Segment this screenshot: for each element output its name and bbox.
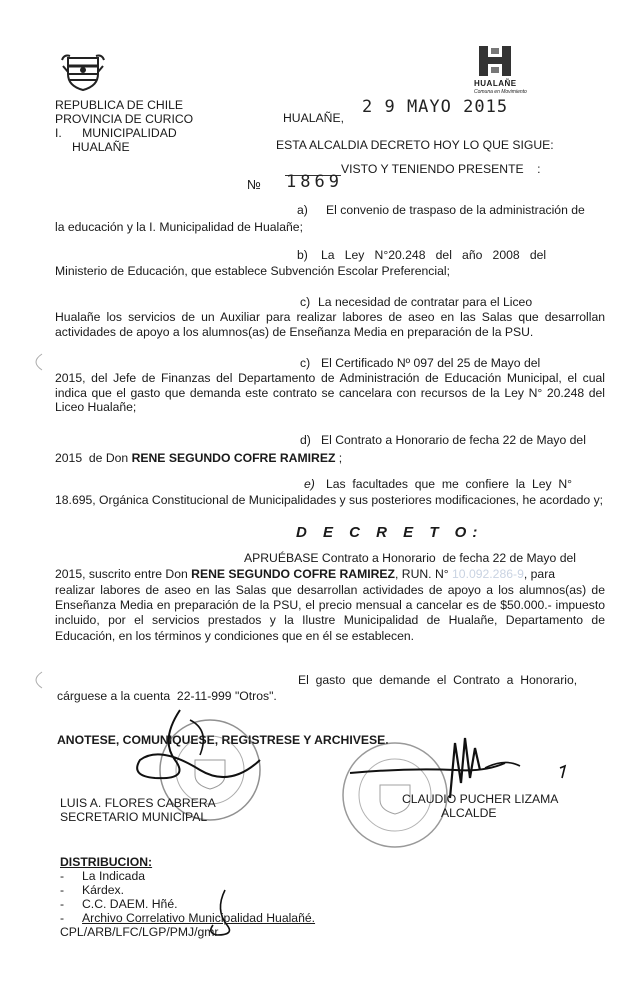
item-c2-body: 2015, del Jefe de Finanzas del Departamento de Administración de Educación Municipal, el cual indica que el gasto que demanda este contrato se cancelara con recursos de la Ley N° 20.248 del Liceo Hualañe;: [55, 371, 605, 415]
decreto-p1-line2: 2015, suscrito entre Don RENE SEGUNDO COFRE RAMIREZ, RUN. N° 10.092.286-9, para: [55, 567, 556, 581]
logo-subtext: Comuna en Movimiento: [474, 89, 527, 95]
initials-scribble: [195, 885, 255, 940]
decree-number-label: №: [247, 177, 261, 192]
decreto-p1-body: realizar labores de aseo en las Salas que desarrollan actividades de apoyo a los alumnos(as) de Enseñanza Media en preparación de la PSU, el precio mensual a cancelar es de $50.000.- impuesto incluido, por el servicios prestados y la Ilustre Municipalidad de Hualañe, Departamento de Educación, en los términos y condiciones que en él se establecen.: [55, 583, 605, 643]
distribution-dash: -: [60, 897, 65, 911]
decreto-title: D E C R E T O:: [296, 524, 484, 541]
punch-mark: [28, 670, 44, 690]
item-e-line1: Las facultades que me confiere la Ley N°: [326, 477, 573, 491]
secretary-signature: [120, 700, 270, 800]
distribution-item: C.C. DAEM. Hñé.: [82, 897, 178, 911]
header-municipality: I. MUNICIPALIDAD: [55, 126, 177, 140]
distribution-dash: -: [60, 883, 65, 897]
secretary-name: LUIS A. FLORES CABRERA: [60, 796, 216, 810]
contractor-name: RENE SEGUNDO COFRE RAMIREZ: [131, 451, 336, 465]
header-republic: REPUBLICA DE CHILE: [55, 98, 184, 112]
item-a-line1: El convenio de traspaso de la administración de: [326, 203, 585, 217]
distribution-title: DISTRIBUCION:: [60, 855, 153, 869]
date-stamp: 2 9 MAYO 2015: [362, 97, 509, 117]
item-b-label: b): [297, 248, 308, 262]
logo-text: HUALAÑE: [474, 79, 517, 88]
run-number: 10.092.286-9: [452, 567, 524, 581]
distribution-initials: CPL/ARB/LFC/LGP/PMJ/gmr: [60, 925, 219, 939]
item-b-line1: La Ley N°20.248 del año 2008 del: [321, 248, 547, 262]
secretary-title: SECRETARIO MUNICIPAL: [60, 810, 208, 824]
item-c2-label: c): [300, 356, 311, 370]
hualane-h-logo: [476, 44, 514, 78]
decreto-p1-line1: APRUÉBASE Contrato a Honorario de fecha 22 de Mayo del: [244, 551, 576, 565]
item-d-line1: El Contrato a Honorario de fecha 22 de Mayo del: [321, 433, 586, 447]
decree-number: 1869: [286, 172, 343, 192]
coat-of-arms-logo: [60, 52, 106, 92]
place-label: HUALAÑE,: [283, 111, 344, 125]
distribution-item: La Indicada: [82, 869, 146, 883]
decreto-p2-line2: cárguese a la cuenta 22-11-999 "Otros".: [57, 689, 277, 703]
item-c1-label: c): [300, 295, 311, 309]
item-d-line2: 2015 de Don RENE SEGUNDO COFRE RAMIREZ ;: [55, 451, 343, 465]
item-e-body: 18.695, Orgánica Constitucional de Municipalidades y sus posteriores modificaciones, he acordado y;: [55, 493, 604, 507]
header-province: PROVINCIA DE CURICO: [55, 112, 194, 126]
decreto-p2-line1: El gasto que demande el Contrato a Honorario,: [298, 673, 578, 687]
item-c1-line1: La necesidad de contratar para el Liceo: [318, 295, 533, 309]
mayor-title: ALCALDE: [441, 806, 497, 820]
item-b-line2: Ministerio de Educación, que establece Subvención Escolar Preferencial;: [55, 264, 450, 278]
punch-mark: [28, 352, 44, 372]
item-a-line2: la educación y la I. Municipalidad de Hualañe;: [55, 220, 303, 234]
decree-intro: ESTA ALCALDIA DECRETO HOY LO QUE SIGUE:: [276, 138, 554, 152]
item-a-label: a): [297, 203, 308, 217]
item-e-label: e): [304, 477, 315, 491]
item-c2-line1: El Certificado Nº 097 del 25 de Mayo del: [321, 356, 541, 370]
mayor-name: CLAUDIO PUCHER LIZAMA: [402, 792, 559, 806]
distribution-item: Archivo Correlativo Municipalidad Hualañé.: [82, 911, 316, 925]
item-c1-body: Hualañe los servicios de un Auxiliar para realizar labores de aseo en las Salas que desarrollan actividades de apoyo a los alumnos(as) de Enseñanza Media en preparación de la PSU.: [55, 310, 605, 339]
distribution-dash: -: [60, 911, 65, 925]
item-d-label: d): [300, 433, 311, 447]
distribution-item: Kárdex.: [82, 883, 125, 897]
header-city: HUALAÑE: [72, 140, 130, 154]
closing-statement: ANOTESE, COMUNIQUESE, REGISTRESE Y ARCHIVESE.: [57, 733, 389, 747]
distribution-dash: -: [60, 869, 65, 883]
visto-label: VISTO Y TENIENDO PRESENTE :: [341, 162, 541, 176]
